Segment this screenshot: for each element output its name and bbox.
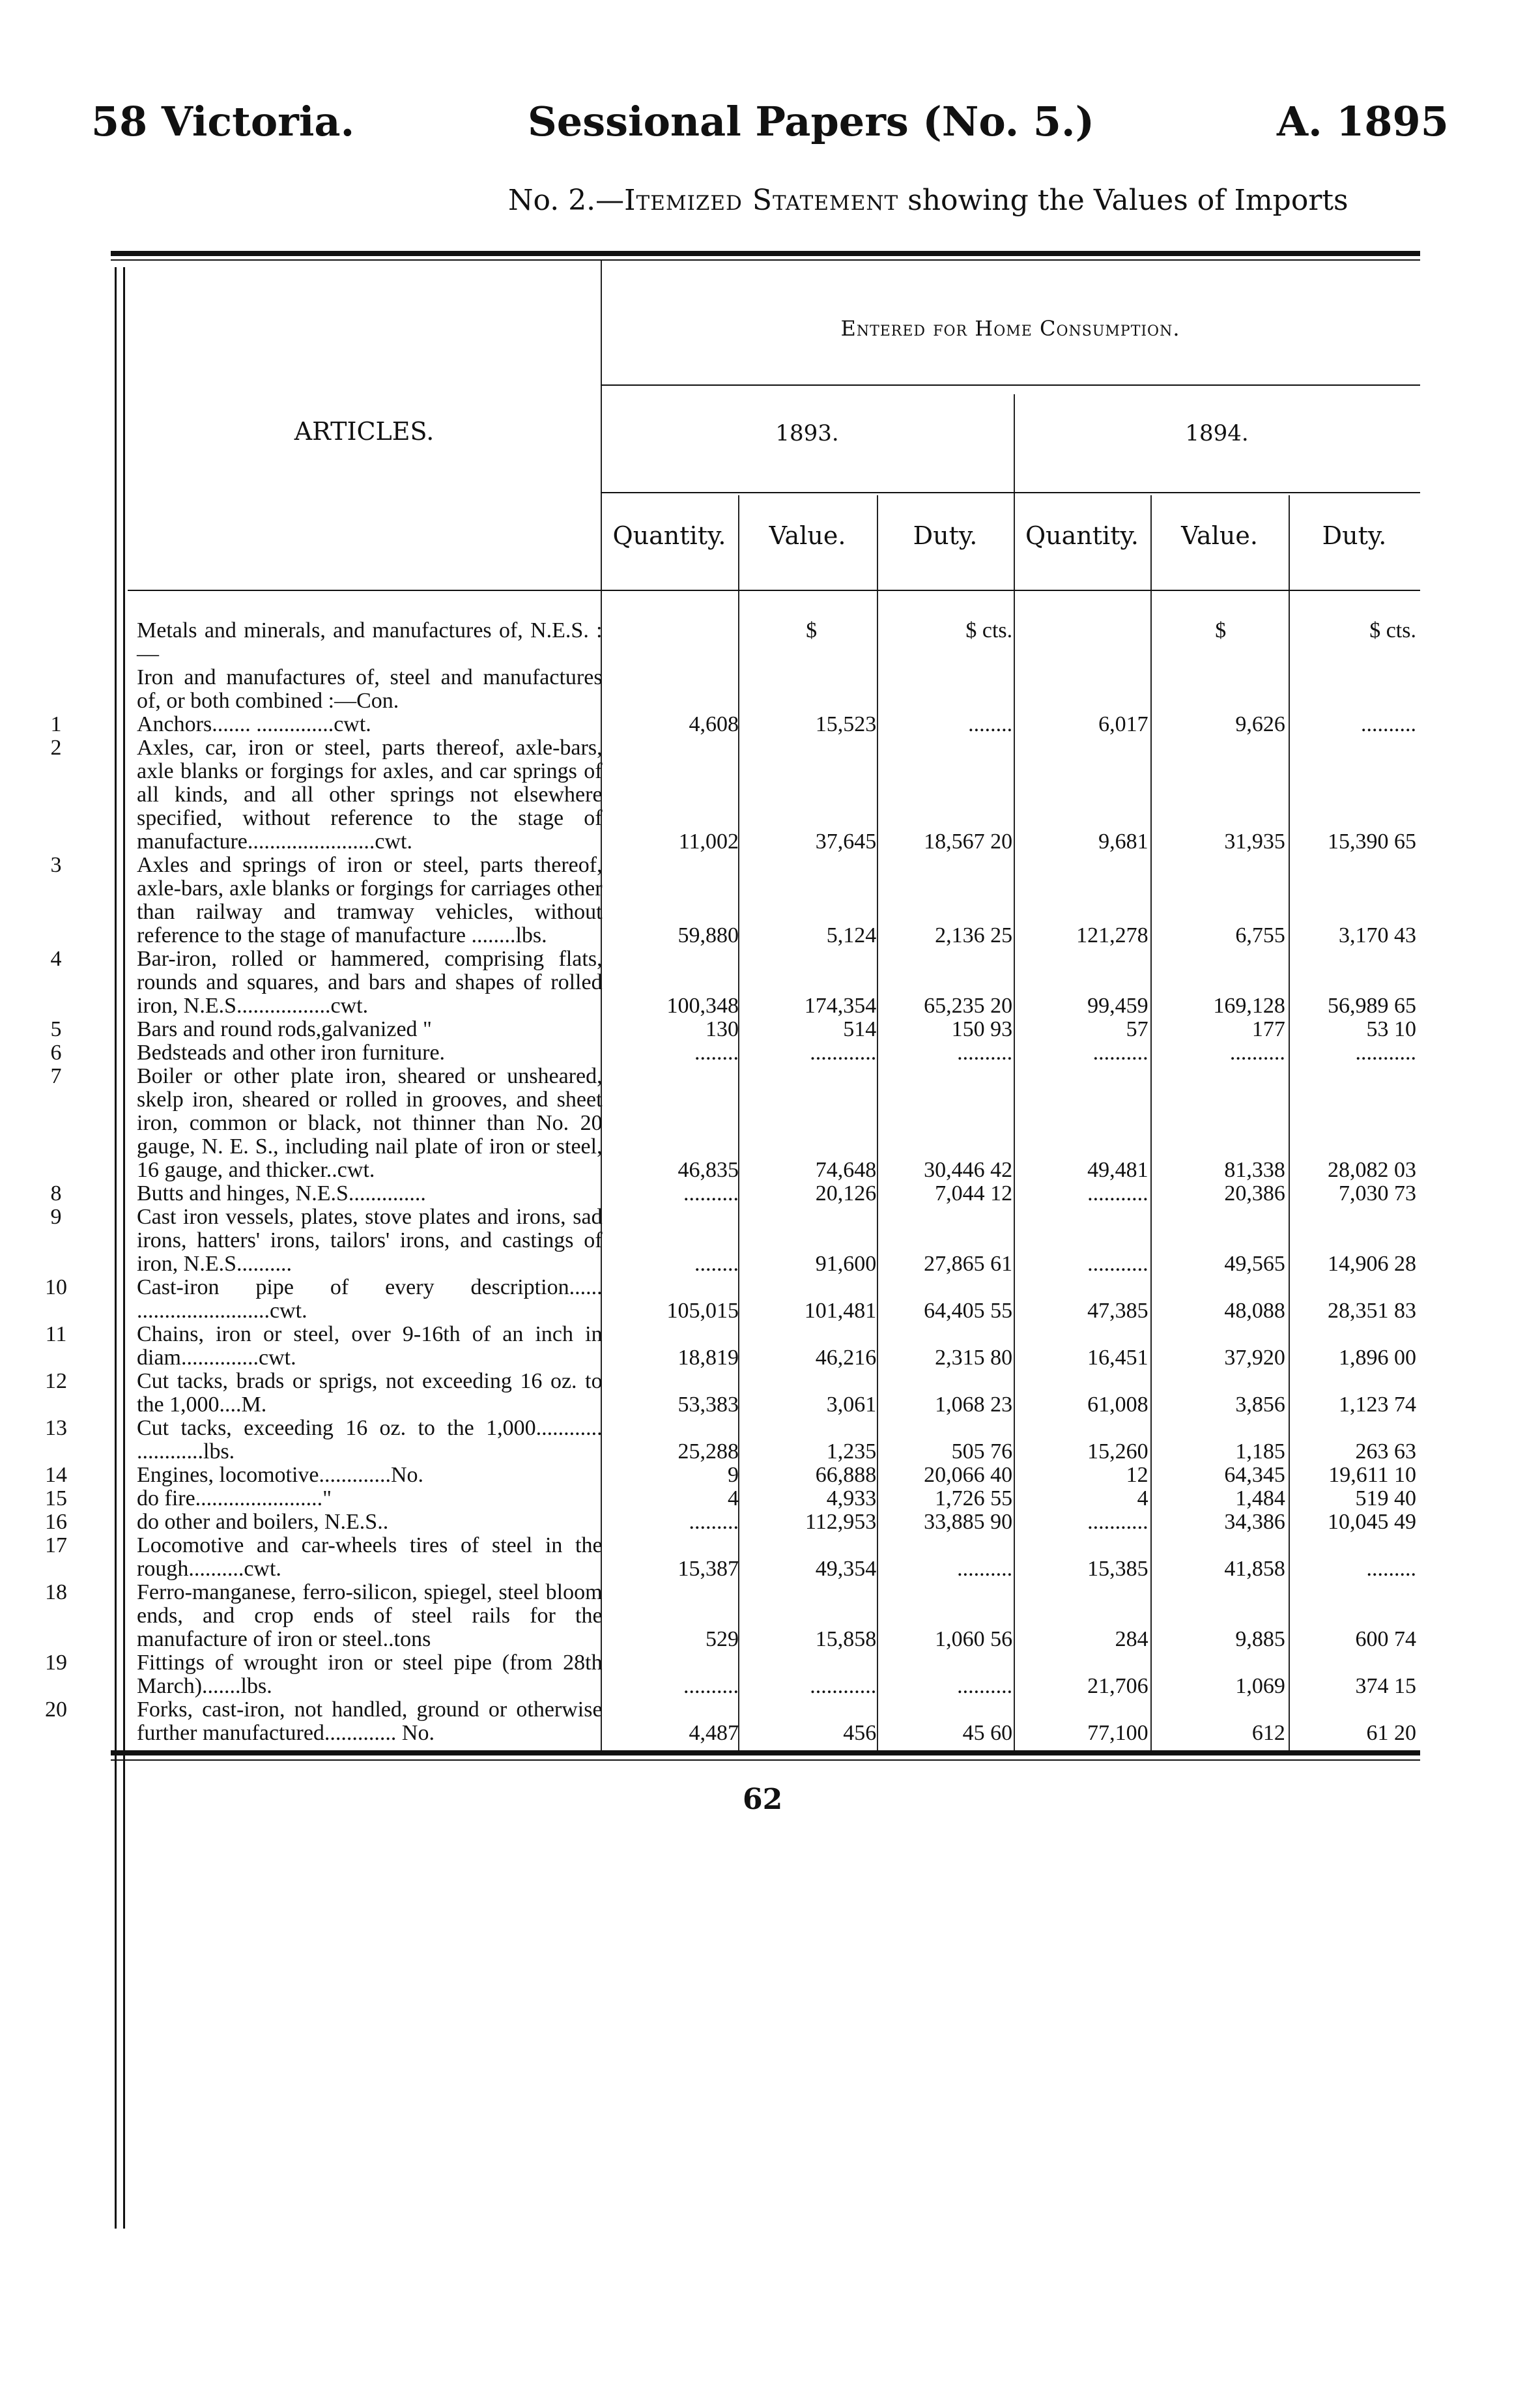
table-row — [128, 1323, 1420, 1370]
article-cell — [45, 1369, 606, 1417]
value-cell: 374 15 — [1355, 1674, 1416, 1698]
value-cell: 34,386 — [1224, 1510, 1285, 1534]
value-cell: 4,608 — [689, 712, 739, 736]
unit-duty-1893: $ cts. — [965, 618, 1013, 643]
table-row — [128, 1487, 1420, 1510]
line-number: 4 — [50, 947, 62, 971]
col-value-1893: Value. — [769, 521, 846, 550]
line-number: 2 — [50, 736, 62, 760]
value-cell: 37,920 — [1224, 1346, 1285, 1370]
col-quantity-1893: Quantity. — [612, 521, 726, 550]
article-text: Anchors....... ..............cwt. — [137, 712, 371, 736]
value-cell: 1,060 56 — [935, 1627, 1013, 1651]
line-number: 14 — [45, 1463, 67, 1487]
left-frame — [115, 267, 125, 2229]
article-cell — [50, 853, 606, 947]
value-cell: 25,288 — [677, 1439, 739, 1464]
value-cell: ......... — [689, 1510, 739, 1534]
value-cell: 53,383 — [677, 1393, 739, 1417]
value-cell: ........... — [1087, 1510, 1148, 1534]
line-number: 10 — [45, 1275, 67, 1299]
value-cell: 15,260 — [1087, 1439, 1148, 1464]
value-cell: 31,935 — [1224, 830, 1285, 854]
value-cell: 28,351 83 — [1328, 1299, 1416, 1323]
value-cell: 33,885 90 — [924, 1510, 1013, 1534]
table-row — [128, 713, 1420, 736]
article-text: Axles and springs of iron or steel, parts thereof, axle-bars, axle blanks or forgings for carriages other than railway and tramway vehicles, without reference to the stage of manufacture ........lbs. — [137, 853, 603, 947]
value-cell: 174,354 — [804, 994, 877, 1018]
article-text: Axles, car, iron or steel, parts thereof, axle-bars, axle blanks or forgings for axles, and car springs of all kinds, and all other springs not elsewhere specified, without reference to the stage of manufacture.......................cwt. — [137, 736, 603, 854]
article-cell — [45, 1580, 606, 1651]
value-cell: 37,645 — [815, 830, 877, 854]
value-cell: 2,315 80 — [935, 1346, 1013, 1370]
article-text: Chains, iron or steel, over 9-16th of an inch in diam..............cwt. — [137, 1322, 603, 1370]
value-cell: 77,100 — [1087, 1721, 1148, 1745]
value-cell: ........... — [1087, 1252, 1148, 1276]
value-cell: 3,856 — [1235, 1393, 1285, 1417]
value-cell: 81,338 — [1224, 1158, 1285, 1182]
subtitle: No. 2.—Itemized Statement showing the Values of Imports — [508, 184, 1348, 217]
value-cell: 4 — [727, 1486, 739, 1510]
value-cell: 101,481 — [804, 1299, 877, 1323]
line-number: 19 — [45, 1651, 67, 1675]
article-cell — [50, 1041, 606, 1065]
article-text: Locomotive and car-wheels tires of steel in the rough..........cwt. — [137, 1533, 603, 1581]
line-number: 5 — [50, 1017, 62, 1041]
value-cell: ........ — [968, 712, 1013, 736]
line-number: 7 — [50, 1064, 62, 1088]
article-cell — [45, 1275, 606, 1323]
value-cell: 4 — [1137, 1486, 1148, 1510]
page-number: 62 — [743, 1783, 783, 1816]
bottom-rule — [111, 1750, 1420, 1755]
value-cell: 1,484 — [1235, 1486, 1285, 1510]
subtitle-smallcaps: Itemized Statement — [624, 184, 899, 217]
value-cell: 514 — [843, 1017, 877, 1041]
value-cell: 130 — [705, 1017, 739, 1041]
value-cell: .......... — [957, 1041, 1013, 1065]
header-right: A. 1895 — [1277, 98, 1449, 145]
article-cell — [45, 1486, 606, 1510]
value-cell: 61 20 — [1366, 1721, 1416, 1745]
article-text: Forks, cast-iron, not handled, ground or otherwise further manufactured............. No. — [137, 1697, 603, 1745]
article-cell — [50, 712, 606, 736]
year-1893: 1893. — [775, 420, 839, 446]
table-row — [128, 736, 1420, 854]
value-cell: 100,348 — [666, 994, 739, 1018]
col-value-1894: Value. — [1181, 521, 1258, 550]
value-cell: 57 — [1126, 1017, 1148, 1041]
value-cell: 9,885 — [1235, 1627, 1285, 1651]
value-cell: 612 — [1251, 1721, 1285, 1745]
article-text: Bar-iron, rolled or hammered, comprising flats, rounds and squares, and bars and shapes of rolled iron, N.E.S.................cwt. — [137, 947, 603, 1018]
value-cell: .......... — [683, 1674, 739, 1698]
table-row — [128, 1041, 1420, 1065]
article-text: Cast iron vessels, plates, stove plates and irons, sad irons, hatters' irons, tailors' irons, and castings of iron, N.E.S.......... — [137, 1205, 603, 1276]
value-cell: .......... — [1361, 712, 1416, 736]
article-cell — [50, 1017, 606, 1041]
value-cell: 1,896 00 — [1339, 1346, 1416, 1370]
value-cell: ......... — [1366, 1557, 1416, 1581]
value-cell: 263 63 — [1355, 1439, 1416, 1464]
value-cell: 28,082 03 — [1328, 1158, 1416, 1182]
value-cell: 99,459 — [1087, 994, 1148, 1018]
year-1894: 1894. — [1185, 420, 1249, 446]
value-cell: 121,278 — [1076, 923, 1148, 947]
col-quantity-1894: Quantity. — [1025, 521, 1139, 550]
value-cell: 66,888 — [815, 1463, 877, 1487]
value-cell: 6,755 — [1235, 923, 1285, 947]
value-cell: 20,066 40 — [924, 1463, 1013, 1487]
value-cell: 7,030 73 — [1339, 1181, 1416, 1206]
value-cell: 169,128 — [1213, 994, 1285, 1018]
value-cell: 15,390 65 — [1328, 830, 1416, 854]
value-cell: 18,567 20 — [924, 830, 1013, 854]
intro-line-2: Iron and manufactures of, steel and manufactures of, or both combined :—Con. — [137, 665, 603, 713]
value-cell: 15,385 — [1087, 1557, 1148, 1581]
value-cell: 14,906 28 — [1328, 1252, 1416, 1276]
table-row — [128, 1581, 1420, 1651]
table-row — [128, 1065, 1420, 1182]
article-cell — [45, 1651, 606, 1698]
value-cell: ........... — [1355, 1041, 1416, 1065]
value-cell: 284 — [1115, 1627, 1148, 1651]
value-cell: 7,044 12 — [935, 1181, 1013, 1206]
line-number: 11 — [45, 1322, 67, 1346]
value-cell: ............ — [810, 1041, 877, 1065]
table-row — [128, 1534, 1420, 1581]
article-cell — [45, 1510, 606, 1534]
article-text: Cast-iron pipe of every description...... ........................cwt. — [137, 1275, 603, 1323]
article-cell — [50, 736, 606, 854]
table-row — [128, 1698, 1420, 1745]
article-cell — [45, 1697, 606, 1745]
value-cell: 10,045 49 — [1328, 1510, 1416, 1534]
value-cell: 20,386 — [1224, 1181, 1285, 1206]
value-cell: 150 93 — [951, 1017, 1013, 1041]
header-line — [128, 590, 1420, 591]
line-number: 6 — [50, 1041, 62, 1065]
table-row — [128, 947, 1420, 1018]
value-cell: 15,387 — [677, 1557, 739, 1581]
article-text: Bars and round rods,galvanized " — [137, 1017, 432, 1041]
article-cell — [50, 947, 606, 1018]
value-cell: .......... — [1092, 1041, 1148, 1065]
header-left: 58 Victoria. — [91, 98, 355, 145]
articles-header: ARTICLES. — [294, 417, 435, 446]
units-row — [128, 619, 1420, 666]
value-cell: 1,069 — [1235, 1674, 1285, 1698]
value-cell: 49,354 — [815, 1557, 877, 1581]
value-cell: 59,880 — [677, 923, 739, 947]
line-number: 20 — [45, 1697, 67, 1722]
value-cell: 1,123 74 — [1339, 1393, 1416, 1417]
value-cell: 49,565 — [1224, 1252, 1285, 1276]
header-line — [601, 492, 1420, 493]
value-cell: 1,235 — [826, 1439, 877, 1464]
line-number: 16 — [45, 1510, 67, 1534]
value-cell: 53 10 — [1366, 1017, 1416, 1041]
value-cell: 27,865 61 — [924, 1252, 1013, 1276]
value-cell: .......... — [683, 1181, 739, 1206]
table-row — [128, 1018, 1420, 1041]
table-row — [128, 1417, 1420, 1464]
article-text: Butts and hinges, N.E.S.............. — [137, 1181, 426, 1206]
value-cell: .......... — [957, 1557, 1013, 1581]
value-cell: 5,124 — [826, 923, 877, 947]
line-number: 1 — [50, 712, 62, 736]
value-cell: 65,235 20 — [924, 994, 1013, 1018]
value-cell: 177 — [1251, 1017, 1285, 1041]
value-cell: 112,953 — [805, 1510, 877, 1534]
value-cell: 19,611 10 — [1328, 1463, 1416, 1487]
value-cell: ........ — [694, 1252, 739, 1276]
value-cell: 2,136 25 — [935, 923, 1013, 947]
article-text: Ferro-manganese, ferro-silicon, spiegel, steel bloom ends, and crop ends of steel rails for the manufacture of iron or steel..tons — [137, 1580, 603, 1651]
value-cell: 46,835 — [677, 1158, 739, 1182]
article-cell — [50, 1181, 606, 1206]
value-cell: 600 74 — [1355, 1627, 1416, 1651]
article-cell — [45, 1533, 606, 1581]
value-cell: 74,648 — [815, 1158, 877, 1182]
value-cell: 41,858 — [1224, 1557, 1285, 1581]
value-cell: .......... — [1229, 1041, 1285, 1065]
article-cell — [45, 1416, 606, 1464]
value-cell: 64,405 55 — [924, 1299, 1013, 1323]
col-duty-1894: Duty. — [1322, 521, 1387, 550]
col-duty-1893: Duty. — [913, 521, 978, 550]
unit-duty-1894: $ cts. — [1369, 618, 1416, 643]
value-cell: 16,451 — [1087, 1346, 1148, 1370]
line-number: 12 — [45, 1369, 67, 1393]
value-cell: 4,933 — [826, 1486, 877, 1510]
intro-line-1: Metals and minerals, and manufactures of, N.E.S. :— — [137, 618, 603, 666]
value-cell: 48,088 — [1224, 1299, 1285, 1323]
value-cell: 15,523 — [815, 712, 877, 736]
unit-value-1894: $ — [1215, 618, 1227, 643]
table-row — [128, 1510, 1420, 1534]
value-cell: 1,185 — [1235, 1439, 1285, 1464]
article-cell — [50, 1064, 606, 1182]
table-row — [128, 1206, 1420, 1276]
header-center: Sessional Papers (No. 5.) — [528, 98, 1094, 145]
value-cell: 9,681 — [1098, 830, 1148, 854]
value-cell: 6,017 — [1098, 712, 1148, 736]
value-cell: 49,481 — [1087, 1158, 1148, 1182]
article-text: Cut tacks, brads or sprigs, not exceeding 16 oz. to the 1,000....M. — [137, 1369, 603, 1417]
value-cell: 20,126 — [815, 1181, 877, 1206]
table-row — [128, 1464, 1420, 1487]
value-cell: 529 — [705, 1627, 739, 1651]
value-cell: 505 76 — [951, 1439, 1013, 1464]
article-text: do fire......................." — [137, 1486, 332, 1510]
bottom-rule-thin — [111, 1759, 1420, 1761]
value-cell: ............ — [810, 1674, 877, 1698]
value-cell: 61,008 — [1087, 1393, 1148, 1417]
value-cell: 18,819 — [677, 1346, 739, 1370]
value-cell: 11,002 — [678, 830, 739, 854]
top-rule-thin — [111, 259, 1420, 261]
line-number: 15 — [45, 1486, 67, 1510]
article-text: do other and boilers, N.E.S.. — [137, 1510, 389, 1534]
article-cell — [45, 1322, 606, 1370]
value-cell: 15,858 — [815, 1627, 877, 1651]
value-cell: 105,015 — [666, 1299, 739, 1323]
intro-row — [128, 666, 1420, 713]
value-cell: ........ — [694, 1041, 739, 1065]
entered-header: Entered for Home Consumption. — [840, 316, 1180, 341]
table-row — [128, 1370, 1420, 1417]
table-row — [128, 854, 1420, 947]
value-cell: 3,061 — [826, 1393, 877, 1417]
value-cell: 1,726 55 — [935, 1486, 1013, 1510]
value-cell: 3,170 43 — [1339, 923, 1416, 947]
value-cell: 9 — [727, 1463, 739, 1487]
article-text: Fittings of wrought iron or steel pipe (from 28th March).......lbs. — [137, 1651, 603, 1698]
value-cell: 64,345 — [1224, 1463, 1285, 1487]
table-row — [128, 1182, 1420, 1206]
line-number: 17 — [45, 1533, 67, 1557]
line-number: 13 — [45, 1416, 67, 1440]
value-cell: ........... — [1087, 1181, 1148, 1206]
value-cell: 9,626 — [1235, 712, 1285, 736]
value-cell: 47,385 — [1087, 1299, 1148, 1323]
value-cell: 30,446 42 — [924, 1158, 1013, 1182]
top-rule — [111, 251, 1420, 256]
value-cell: 46,216 — [815, 1346, 877, 1370]
value-cell: 21,706 — [1087, 1674, 1148, 1698]
value-cell: .......... — [957, 1674, 1013, 1698]
line-number: 18 — [45, 1580, 67, 1604]
imports-table — [45, 618, 1420, 1745]
value-cell: 456 — [843, 1721, 877, 1745]
article-text: Cut tacks, exceeding 16 oz. to the 1,000............ ............lbs. — [137, 1416, 603, 1464]
line-number: 3 — [50, 853, 62, 877]
header-line — [601, 384, 1420, 386]
article-text: Boiler or other plate iron, sheared or unsheared, skelp iron, sheared or rolled in grooves, and sheet iron, common or black, not thinner than No. 20 gauge, N. E. S., including nail plate of iron or steel, 16 gauge, and thicker..cwt. — [137, 1064, 603, 1182]
article-cell — [45, 1463, 606, 1487]
line-number: 9 — [50, 1205, 62, 1229]
value-cell: 1,068 23 — [935, 1393, 1013, 1417]
value-cell: 45 60 — [962, 1721, 1013, 1745]
value-cell: 519 40 — [1355, 1486, 1416, 1510]
value-cell: 91,600 — [815, 1252, 877, 1276]
value-cell: 56,989 65 — [1328, 994, 1416, 1018]
article-text: Bedsteads and other iron furniture. — [137, 1041, 446, 1065]
line-number: 8 — [50, 1181, 62, 1206]
value-cell: 4,487 — [689, 1721, 739, 1745]
article-cell — [50, 1205, 606, 1276]
table-row — [128, 1651, 1420, 1698]
unit-value-1893: $ — [806, 618, 818, 643]
table-row — [128, 1276, 1420, 1323]
value-cell: 12 — [1126, 1463, 1148, 1487]
article-text: Engines, locomotive.............No. — [137, 1463, 424, 1487]
